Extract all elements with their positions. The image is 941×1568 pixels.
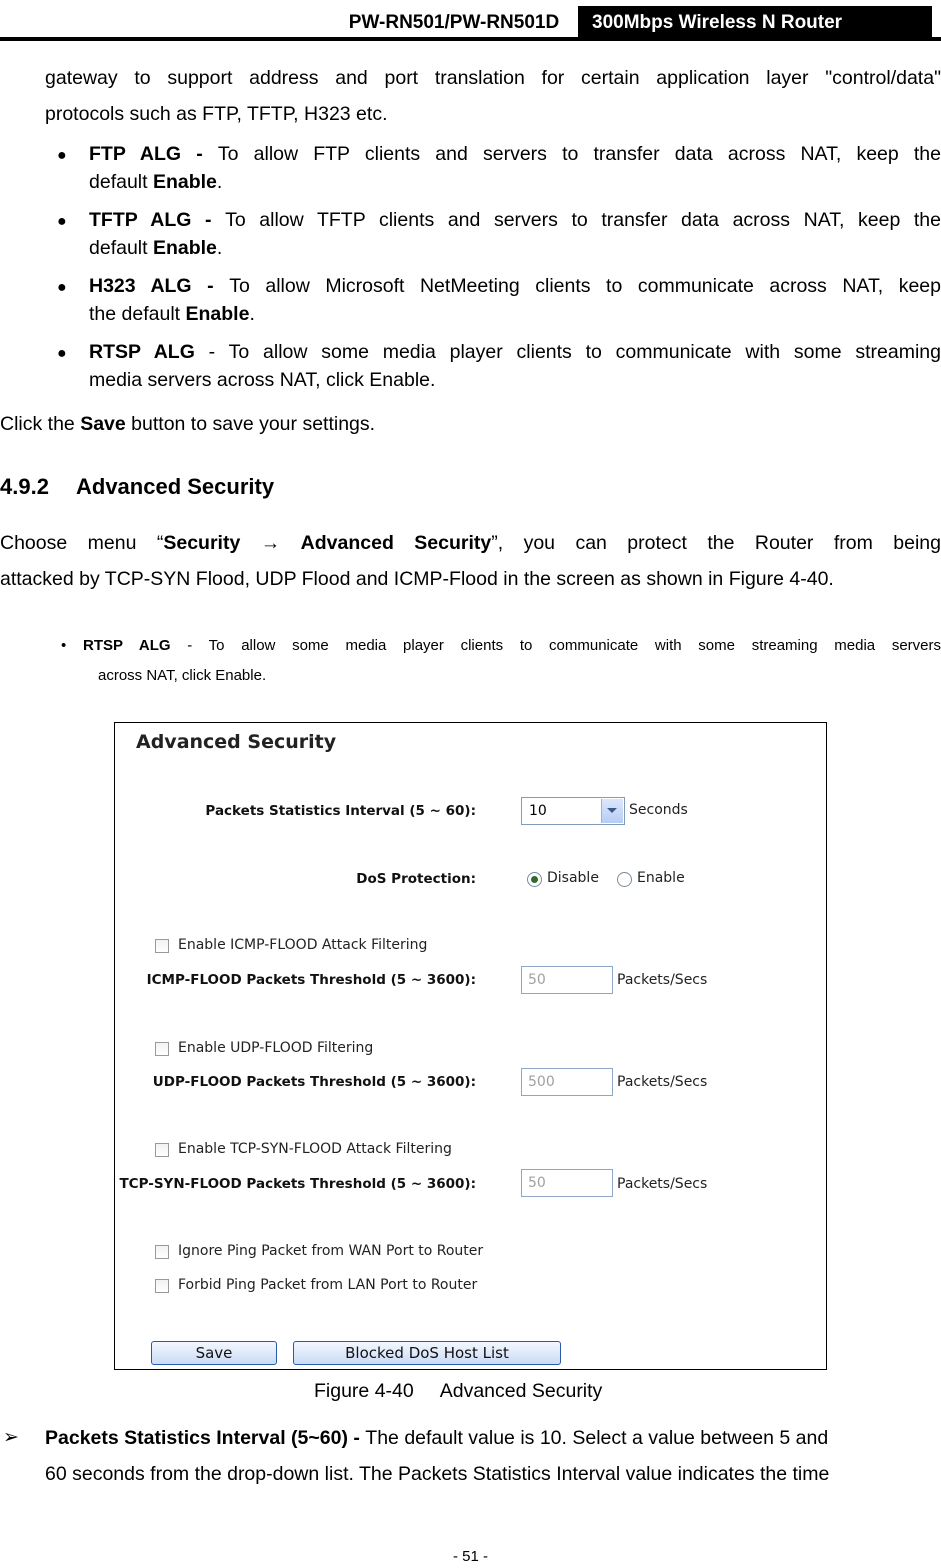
interval-label: Packets Statistics Interval (5 ~ 60): — [205, 803, 476, 819]
rtsp-note-line1: • RTSP ALG - To allow some media player clients to communicate with some streaming media servers — [61, 637, 941, 654]
tcp-syn-threshold-label: TCP-SYN-FLOOD Packets Threshold (5 ~ 3600): — [119, 1176, 476, 1192]
icmp-threshold-input[interactable]: 50 — [521, 966, 613, 994]
figure-caption: Figure 4-40 Advanced Security — [314, 1380, 603, 1402]
udp-threshold-input[interactable]: 500 — [521, 1068, 613, 1096]
interval-unit: Seconds — [629, 802, 688, 818]
forbid-lan-ping-label: Forbid Ping Packet from LAN Port to Router — [178, 1277, 478, 1293]
tftp-alg-line2: default Enable. — [89, 237, 223, 259]
arrow-bullet-icon: ➢ — [3, 1427, 19, 1448]
bullet-dot: ● — [57, 147, 67, 164]
chevron-down-icon[interactable] — [601, 799, 623, 823]
page-header — [0, 0, 941, 42]
save-note: Click the Save button to save your settings. — [0, 413, 376, 435]
tcp-syn-filter-label: Enable TCP-SYN-FLOOD Attack Filtering — [178, 1141, 452, 1157]
icmp-filter-checkbox[interactable] — [155, 939, 169, 953]
header-rule — [0, 37, 941, 41]
forbid-lan-ping-checkbox[interactable] — [155, 1279, 169, 1293]
icmp-filter-label: Enable ICMP-FLOOD Attack Filtering — [178, 937, 428, 953]
rtsp-alg-line2: media servers across NAT, click Enable. — [89, 369, 436, 391]
blocked-dos-host-list-button[interactable]: Blocked DoS Host List — [293, 1341, 561, 1365]
desc-line-1: Packets Statistics Interval (5~60) - The default value is 10. Select a value between 5 and — [45, 1427, 829, 1449]
icmp-threshold-label: ICMP-FLOOD Packets Threshold (5 ~ 3600): — [146, 972, 476, 988]
ftp-alg-line2: default Enable. — [89, 171, 223, 193]
udp-filter-label: Enable UDP-FLOOD Filtering — [178, 1040, 374, 1056]
h323-alg-line1: H323 ALG - To allow Microsoft NetMeeting clients to communicate across NAT, keep — [89, 275, 941, 297]
desc-line-2: 60 seconds from the drop-down list. The Packets Statistics Interval value indicates the time — [45, 1463, 830, 1485]
tcp-syn-unit: Packets/Secs — [617, 1176, 708, 1192]
bullet-dot: ● — [57, 213, 67, 230]
model-name: PW-RN501/PW-RN501D — [348, 12, 560, 33]
tcp-syn-threshold-input[interactable]: 50 — [521, 1169, 613, 1197]
dos-disable-label: Disable — [547, 870, 599, 886]
interval-value: 10 — [529, 803, 547, 819]
dos-enable-label: Enable — [637, 870, 685, 886]
bullet-dot: ● — [57, 345, 67, 362]
ignore-wan-ping-label: Ignore Ping Packet from WAN Port to Router — [178, 1243, 484, 1259]
header-title: 300Mbps Wireless N Router — [592, 12, 843, 33]
advanced-security-screenshot — [114, 722, 827, 1370]
ignore-wan-ping-checkbox[interactable] — [155, 1245, 169, 1259]
radio-selected-dot — [531, 876, 538, 883]
save-button[interactable]: Save — [151, 1341, 277, 1365]
dos-disable-radio[interactable] — [527, 872, 542, 887]
icmp-unit: Packets/Secs — [617, 972, 708, 988]
ftp-alg-line1: FTP ALG - To allow FTP clients and servers to transfer data across NAT, keep the — [89, 143, 941, 165]
section-heading: 4.9.2 Advanced Security — [0, 474, 275, 499]
udp-filter-checkbox[interactable] — [155, 1042, 169, 1056]
choose-line-1: Choose menu “Security → Advanced Security”, you can protect the Router from being — [0, 532, 941, 554]
udp-threshold-label: UDP-FLOOD Packets Threshold (5 ~ 3600): — [152, 1074, 476, 1090]
choose-line-2: attacked by TCP-SYN Flood, UDP Flood and ICMP-Flood in the screen as shown in Figure 4-40. — [0, 568, 834, 590]
dos-label: DoS Protection: — [356, 871, 476, 887]
tcp-syn-filter-checkbox[interactable] — [155, 1143, 169, 1157]
rtsp-note-line2: across NAT, click Enable. — [98, 667, 267, 684]
dos-enable-radio[interactable] — [617, 872, 632, 887]
interval-select[interactable] — [521, 797, 625, 825]
intro-line-2: protocols such as FTP, TFTP, H323 etc. — [45, 103, 388, 125]
tftp-alg-line1: TFTP ALG - To allow TFTP clients and servers to transfer data across NAT, keep the — [89, 209, 941, 231]
bullet-dot: ● — [57, 279, 67, 296]
page-number: - 51 - — [452, 1548, 488, 1565]
h323-alg-line2: the default Enable. — [89, 303, 255, 325]
rtsp-alg-line1: RTSP ALG - To allow some media player clients to communicate with some streaming — [89, 341, 941, 363]
intro-line-1: gateway to support address and port translation for certain application layer "control/data" — [45, 67, 941, 89]
udp-unit: Packets/Secs — [617, 1074, 708, 1090]
screenshot-title: Advanced Security — [136, 731, 337, 753]
